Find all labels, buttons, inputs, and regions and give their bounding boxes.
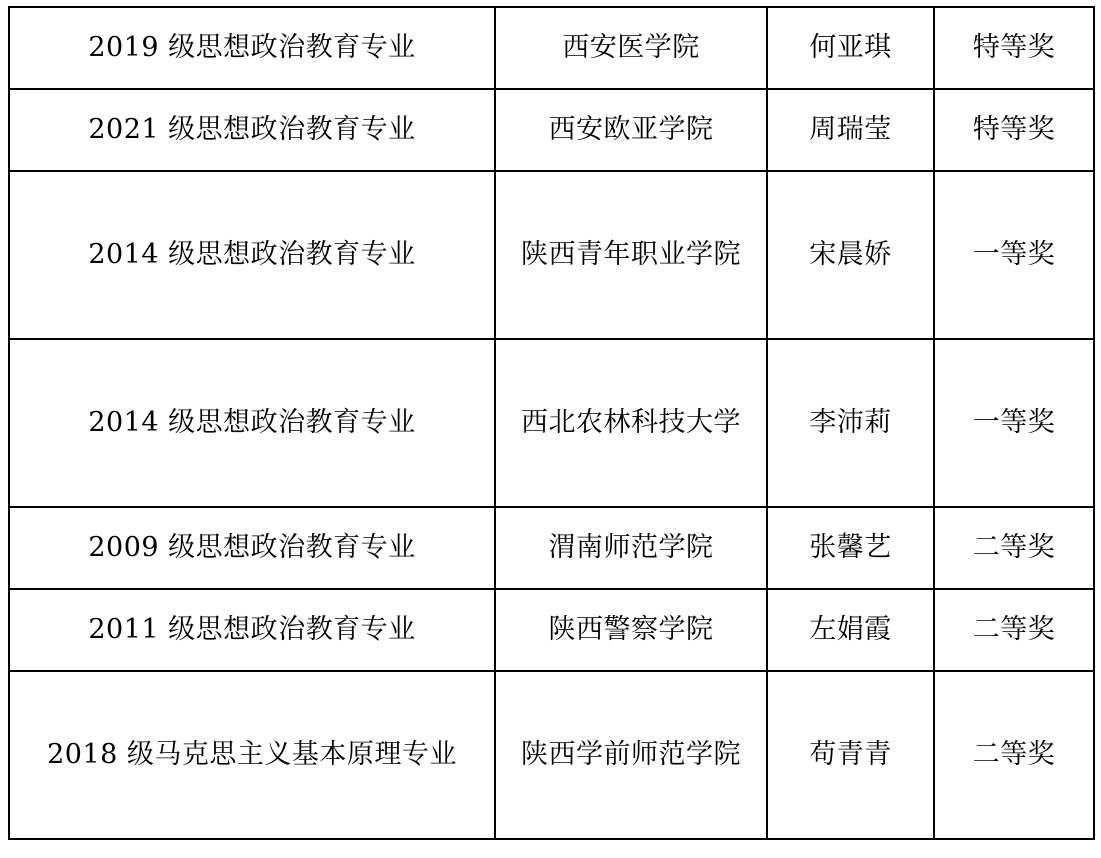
school-text: 陕西学前师范学院	[521, 739, 741, 771]
cell-school	[495, 89, 767, 171]
major-text: 2021 级思想政治教育专业	[88, 114, 416, 146]
table-row	[9, 671, 1094, 839]
name-text: 宋晨娇	[809, 239, 892, 271]
cell-major	[9, 89, 495, 171]
school-text: 陕西警察学院	[548, 614, 714, 646]
cell-major	[9, 7, 495, 89]
cell-school	[495, 7, 767, 89]
school-text: 西北农林科技大学	[521, 407, 741, 439]
cell-school	[495, 589, 767, 671]
name-text: 何亚琪	[809, 32, 892, 64]
table-row	[9, 339, 1094, 507]
cell-award	[934, 671, 1094, 839]
award-text: 特等奖	[972, 32, 1056, 64]
table-row	[9, 89, 1094, 171]
award-text: 二等奖	[972, 739, 1056, 771]
award-text: 一等奖	[972, 407, 1056, 439]
cell-name	[767, 171, 934, 339]
major-text: 2014 级思想政治教育专业	[88, 239, 416, 271]
name-text: 苟青青	[809, 739, 892, 771]
cell-name	[767, 589, 934, 671]
cell-award	[934, 89, 1094, 171]
name-text: 李沛莉	[809, 407, 892, 439]
award-text: 特等奖	[972, 114, 1056, 146]
cell-award	[934, 171, 1094, 339]
cell-name	[767, 671, 934, 839]
school-text: 西安欧亚学院	[548, 114, 714, 146]
school-text: 渭南师范学院	[548, 532, 714, 564]
cell-major	[9, 589, 495, 671]
table-row	[9, 507, 1094, 589]
cell-name	[767, 339, 934, 507]
award-text: 二等奖	[972, 532, 1056, 564]
cell-school	[495, 339, 767, 507]
cell-award	[934, 7, 1094, 89]
major-text: 2014 级思想政治教育专业	[88, 407, 416, 439]
cell-school	[495, 171, 767, 339]
table-row	[9, 589, 1094, 671]
table-row	[9, 171, 1094, 339]
award-table-body	[9, 7, 1094, 839]
cell-school	[495, 507, 767, 589]
award-text: 一等奖	[972, 239, 1056, 271]
cell-name	[767, 7, 934, 89]
cell-award	[934, 589, 1094, 671]
name-text: 周瑞莹	[809, 114, 892, 146]
cell-award	[934, 339, 1094, 507]
name-text: 左娟霞	[809, 614, 892, 646]
major-text: 2011 级思想政治教育专业	[88, 614, 416, 646]
cell-name	[767, 507, 934, 589]
major-text: 2019 级思想政治教育专业	[88, 32, 416, 64]
school-text: 西安医学院	[562, 32, 700, 64]
major-text: 2009 级思想政治教育专业	[88, 532, 416, 564]
name-text: 张馨艺	[809, 532, 892, 564]
cell-major	[9, 507, 495, 589]
cell-school	[495, 671, 767, 839]
cell-major	[9, 671, 495, 839]
cell-name	[767, 89, 934, 171]
award-text: 二等奖	[972, 614, 1056, 646]
table-row	[9, 7, 1094, 89]
cell-award	[934, 507, 1094, 589]
school-text: 陕西青年职业学院	[521, 239, 741, 271]
cell-major	[9, 339, 495, 507]
document-page	[0, 6, 1101, 858]
cell-major	[9, 171, 495, 339]
award-table	[8, 6, 1095, 840]
major-text: 2018 级马克思主义基本原理专业	[47, 739, 457, 771]
